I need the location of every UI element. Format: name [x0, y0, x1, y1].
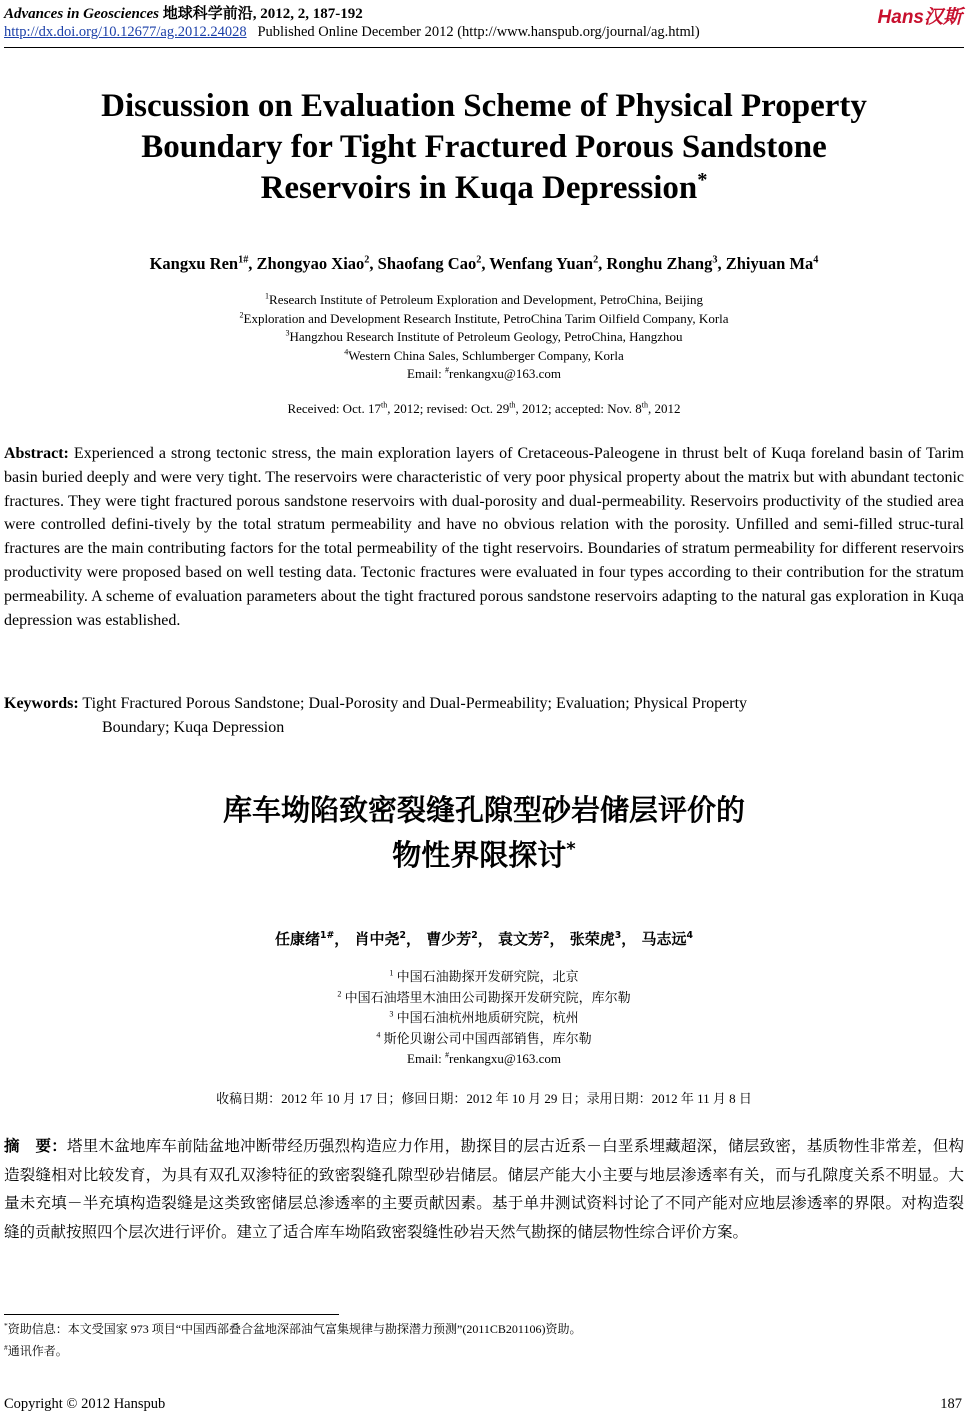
footnotes — [4, 1318, 964, 1362]
author-name: Kangxu Ren — [149, 254, 239, 273]
abstract-label: Abstract: — [4, 445, 69, 462]
affiliation-item: $^3$Hangzhou Research Institute of Petroleum Geology, PetroChina, Hangzhou — [285, 328, 683, 344]
footnote-divider — [4, 1314, 339, 1315]
title-en-line-2: Boundary for Tight Fractured Porous Sandstone — [141, 129, 827, 165]
journal-citation — [4, 2, 363, 23]
copyright-notice: Copyright © 2012 Hanspub — [4, 1396, 166, 1412]
abstract-text: Experienced a strong tectonic stress, the main exploration layers of Cretaceous-Paleogene in thrust belt of Kuqa foreland basin of Tarim basin buried deeply and were very tight. The reservoirs were characteristic of very poor physical property about the matrix but with abundant tectonic fractures. They were tight fractured porous sandstone reservoirs with dual-porosity and dual-permeability. Reservoirs productivity of the studied area were controlled defini-tively by the total stratum permeability and have no obvious relation with the porosity. Unfilled and semi-filled struc-tural fractures are the main contributing factors for the total permeability of the tight reservoirs. Boundaries of stratum permeability for different reservoirs productivity were proposed based on well testing data. Tectonic fractures were evaluated in four types according to their contribution for the stratum permeability. A scheme of evaluation parameters about the tight fractured porous sandstone reservoirs adapting to the natural gas exploration in Kuqa depression was established. — [4, 445, 964, 629]
affiliation-item-cn: $^2$ 中国石油塔里木油田公司勘探开发研究院，库尔勒 — [337, 989, 631, 1005]
published-online: Published Online December 2012 (http://www.hanspub.org/journal/ag.html) — [257, 24, 700, 40]
keywords-en — [4, 692, 964, 739]
title-en-footnote-mark: * — [697, 169, 708, 191]
affiliation-item-cn: $^4$ 斯伦贝谢公司中国西部销售，库尔勒 — [376, 1030, 592, 1046]
abstract-cn — [4, 1132, 964, 1247]
affiliations-cn — [0, 967, 968, 1070]
email-line-cn: Email: #renkangxu@163.com — [407, 1050, 561, 1066]
running-header — [4, 2, 964, 48]
email-address[interactable]: renkangxu@163.com — [448, 366, 561, 381]
abstract-text-cn: 塔里木盆地库车前陆盆地冲断带经历强烈构造应力作用，勘探目的层古近系－白垩系埋藏超深，储层致密，基质物性非常差，但构造裂缝相对比较发育，为具有双孔双渗特征的致密裂缝孔隙型砂岩储层。储层产能大小主要与地层渗透率有关，而与孔隙度关系不明显。大量未充填－半充填构造裂缝是这类致密储层总渗透率的主要贡献因素。基于单井测试资料讨论了不同产能对应地层渗透率的界限。对构造裂缝的贡献按照四个层次进行评价。建立了适合库车坳陷致密裂缝性砂岩天然气勘探的储层物性综合评价方案。 — [4, 1138, 964, 1241]
affiliation-item-cn: $^1$ 中国石油勘探开发研究院，北京 — [389, 968, 579, 984]
title-cn-line-2: 物性界限探讨* — [392, 838, 576, 872]
hans-logo: Hans汉斯 — [877, 7, 962, 28]
author-name-cn: 曹少芳 — [426, 930, 472, 948]
author-list-cn: 任康绪$^{1\#}$， 肖中尧$^2$， 曹少芳$^2$， 袁文芳$^2$， 张荣虎$^3$， 马志远$^4$ — [275, 930, 693, 948]
author-name-cn: 马志远 — [641, 930, 687, 948]
title-cn-footnote-mark: * — [566, 838, 576, 860]
author-name: Ronghu Zhang — [606, 254, 713, 273]
title-en-line-3: Reservoirs in Kuqa Depression* — [260, 169, 708, 206]
keywords-text-cont: Boundary; Kuqa Depression — [102, 718, 285, 736]
affiliation-item: $^1$Research Institute of Petroleum Exploration and Development, PetroChina, Beijing — [265, 291, 703, 307]
author-name-cn: 任康绪 — [275, 930, 321, 948]
journal-name-en: Advances in Geosciences — [4, 6, 159, 22]
doi-link[interactable]: http://dx.doi.org/10.12677/ag.2012.24028 — [4, 24, 247, 40]
doi-line — [4, 24, 700, 41]
affiliations-en — [0, 291, 968, 384]
footnote-corresponding: #通讯作者。 — [4, 1343, 68, 1358]
journal-name-cn: 地球科学前沿 — [162, 6, 253, 22]
affiliation-item-cn: $^3$ 中国石油杭州地质研究院，杭州 — [389, 1009, 579, 1025]
affiliation-item: $^2$Exploration and Development Research Institute, PetroChina Tarim Oilfield Company, Korla — [239, 310, 729, 326]
author-name-cn: 肖中尧 — [354, 930, 400, 948]
abstract-label-cn: 摘 要： — [4, 1137, 67, 1155]
author-name: Shaofang Cao — [377, 254, 477, 273]
author-list-en: Kangxu Ren$^{1\#}$, Zhongyao Xiao$^2$, Shaofang Cao$^2$, Wenfang Yuan$^2$, Ronghu Zhang$^3$, Zhiyuan Ma$^4$ — [149, 254, 819, 273]
abstract-en — [4, 442, 964, 632]
email-line-en: Email: #renkangxu@163.com — [407, 365, 561, 381]
paper-title-cn — [0, 788, 968, 878]
title-en-line-1: Discussion on Evaluation Scheme of Physical Property — [101, 88, 867, 124]
keywords-text: Tight Fractured Porous Sandstone; Dual-Porosity and Dual-Permeability; Evaluation; Physical Property — [78, 695, 748, 712]
journal-volume: , 2012, 2, 187-192 — [252, 6, 363, 22]
title-cn-line-1: 库车坳陷致密裂缝孔隙型砂岩储层评价的 — [222, 793, 745, 827]
affiliation-item: $^4$Western China Sales, Schlumberger Company, Korla — [344, 347, 624, 363]
page-number: 187 — [940, 1396, 962, 1412]
author-name: Zhongyao Xiao — [256, 254, 365, 273]
dates-en: Received: Oct. 17th, 2012; revised: Oct. 29th, 2012; accepted: Nov. 8th, 2012 — [287, 400, 681, 416]
keywords-label: Keywords: — [4, 695, 79, 712]
email-address[interactable]: renkangxu@163.com — [448, 1051, 561, 1066]
header-divider — [4, 47, 964, 48]
footnote-funding: *资助信息：本文受国家 973 项目“中国西部叠合盆地深部油气富集规律与勘探潜力预测”(2011CB201106)资助。 — [4, 1321, 582, 1336]
author-name: Wenfang Yuan — [489, 254, 594, 273]
author-name-cn: 张荣虎 — [569, 930, 615, 948]
paper-title-en — [30, 86, 938, 209]
dates-cn: 收稿日期：2012 年 10 月 17 日；修回日期：2012 年 10 月 29 日；录用日期：2012 年 11 月 8 日 — [216, 1091, 752, 1106]
author-name-cn: 袁文芳 — [498, 930, 544, 948]
author-name: Zhiyuan Ma — [725, 254, 814, 273]
